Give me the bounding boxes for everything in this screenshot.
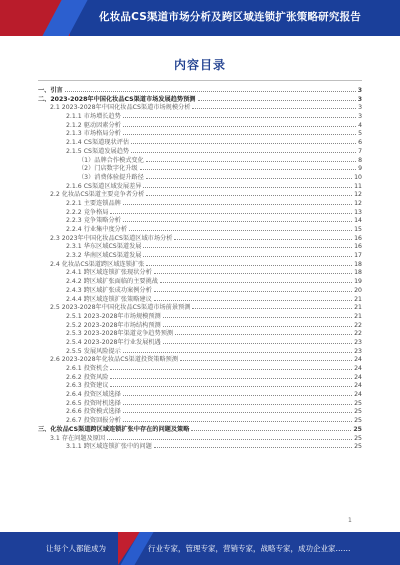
- toc-leader-dots: [123, 129, 356, 135]
- toc-leader-dots: [192, 103, 356, 109]
- toc-entry-page: 9: [358, 165, 362, 173]
- toc-leader-dots: [110, 364, 352, 370]
- toc-leader-dots: [146, 190, 352, 196]
- toc-entry-label: 三、化妆品CS渠道跨区域连锁扩张中存在的问题及策略: [38, 425, 190, 433]
- toc-leader-dots: [143, 251, 352, 257]
- toc-entry-label: 2.5.4 2023-2028年行业发展机遇: [66, 338, 161, 346]
- toc-leader-dots: [154, 442, 352, 448]
- toc-entry[interactable]: [38, 364, 362, 373]
- toc-entry[interactable]: [38, 121, 362, 130]
- toc-leader-dots: [123, 347, 352, 353]
- toc-leader-dots: [110, 208, 352, 214]
- toc-entry[interactable]: [38, 277, 362, 286]
- toc-entry[interactable]: [38, 399, 362, 408]
- toc-entry-label: 2.5.2 2023-2028年市场结构预测: [66, 321, 161, 329]
- toc-entry-label: 2.6.3 投资建议: [66, 382, 109, 390]
- report-header: [0, 0, 400, 36]
- toc-entry[interactable]: [38, 225, 362, 234]
- toc-entry[interactable]: [38, 95, 362, 104]
- toc-entry-page: 21: [354, 312, 362, 320]
- toc-entry[interactable]: [38, 103, 362, 112]
- toc-entry-page: 24: [354, 365, 362, 372]
- toc-entry[interactable]: [38, 234, 362, 243]
- toc-leader-dots: [160, 277, 352, 283]
- toc-entry-page: 11: [354, 182, 362, 190]
- toc-entry-page: 24: [354, 373, 362, 381]
- toc-leader-dots: [192, 303, 352, 309]
- toc-entry-page: 22: [354, 330, 362, 338]
- toc-entry[interactable]: [38, 416, 362, 425]
- report-title: 化妆品CS渠道市场分析及跨区域连锁扩张策略研究报告: [99, 11, 361, 23]
- toc-leader-dots: [123, 216, 352, 222]
- toc-leader-dots: [123, 112, 356, 118]
- toc-entry[interactable]: [38, 251, 362, 260]
- toc-entry-page: 25: [354, 417, 362, 425]
- toc-entry-page: 7: [358, 147, 362, 155]
- toc-entry-label: 3.1 存在问题及原因: [50, 434, 106, 442]
- toc-entry-label: 2.6.4 投资区域选择: [66, 391, 121, 399]
- toc-entry-page: 14: [354, 217, 362, 225]
- toc-leader-dots: [180, 355, 352, 361]
- toc-entry[interactable]: [38, 347, 362, 356]
- toc-entry-page: 23: [354, 338, 362, 346]
- toc-entry-page: 15: [354, 226, 362, 233]
- toc-entry-label: （2）门店数字化升级: [78, 165, 138, 173]
- toc-entry[interactable]: [38, 373, 362, 382]
- toc-leader-dots: [146, 156, 356, 162]
- toc-entry[interactable]: [38, 321, 362, 330]
- toc-leader-dots: [154, 268, 352, 274]
- toc-entry-page: 13: [354, 208, 362, 216]
- toc-entry-label: 2.1.6 CS渠道区域发展差异: [66, 182, 142, 190]
- toc-entry[interactable]: [38, 381, 362, 390]
- toc-entry-label: 2.4 化妆品CS渠道跨区域连锁扩张: [50, 260, 145, 268]
- toc-entry-label: 2.2.2 竞争格局: [66, 208, 109, 216]
- toc-leader-dots: [198, 95, 356, 101]
- toc-entry[interactable]: [38, 442, 362, 451]
- toc-entry-label: 2.4.1 跨区域连锁扩张现状分析: [66, 269, 152, 277]
- toc-entry-page: 24: [354, 382, 362, 390]
- toc-entry-page: 17: [354, 252, 362, 260]
- toc-entry-page: 19: [354, 278, 362, 286]
- toc-leader-dots: [110, 381, 352, 387]
- toc-entry-label: 2.3 2023年中国化妆品CS渠道区域市场分析: [50, 234, 173, 242]
- toc-entry-label: 2.2.3 竞争策略分析: [66, 217, 121, 225]
- toc-entry-page: 25: [354, 399, 362, 407]
- toc-entry-label: 一、引言: [38, 87, 63, 94]
- footer-slogan: 让每个人都能成为: [46, 544, 106, 553]
- toc-leader-dots: [163, 321, 352, 327]
- toc-entry-page: 25: [354, 408, 362, 416]
- toc-leader-dots: [146, 173, 352, 179]
- toc-entry-label: 2.4.2 跨区域扩张面临的主要挑战: [66, 278, 158, 286]
- toc-leader-dots: [123, 399, 352, 405]
- toc-leader-dots: [110, 373, 352, 379]
- toc-entry-page: 8: [358, 156, 362, 164]
- toc-entry-label: 2.4.3 跨区域扩张成功案例分析: [66, 286, 152, 294]
- toc-entry-label: 2.2.1 主要连锁品牌: [66, 199, 121, 207]
- toc-entry[interactable]: [38, 303, 362, 312]
- toc-entry[interactable]: [38, 260, 362, 269]
- toc-entry-page: 16: [354, 243, 362, 251]
- toc-entry[interactable]: [38, 173, 362, 182]
- toc-entry-label: 2.6.2 投资风险: [66, 373, 109, 381]
- toc-entry-page: 21: [354, 295, 362, 303]
- table-of-contents: [38, 86, 362, 451]
- toc-entry-label: 2.1.1 市场增长趋势: [66, 113, 121, 121]
- page-number: 1: [348, 517, 352, 524]
- toc-leader-dots: [175, 329, 352, 335]
- toc-entry-page: 12: [354, 199, 362, 207]
- toc-leader-dots: [163, 312, 352, 318]
- toc-entry-page: 16: [354, 234, 362, 242]
- toc-entry-label: 3.1.1 跨区域连锁扩张中的问题: [66, 443, 152, 451]
- toc-entry-page: 22: [354, 321, 362, 329]
- toc-entry[interactable]: [38, 86, 362, 95]
- toc-entry[interactable]: [38, 242, 362, 251]
- toc-entry-page: 3: [358, 104, 362, 112]
- toc-entry[interactable]: [38, 425, 362, 434]
- toc-entry-label: 2.6 2023-2028年化妆品CS渠道投资策略预测: [50, 356, 179, 364]
- toc-entry-label: 2.1 2023-2028年中国化妆品CS渠道市场规模分析: [50, 104, 191, 112]
- toc-entry-page: 20: [354, 286, 362, 294]
- toc-entry-label: （3）消费体验提升路径: [78, 173, 144, 181]
- toc-entry[interactable]: [38, 138, 362, 147]
- report-footer: [0, 532, 400, 565]
- toc-leader-dots: [143, 242, 352, 248]
- toc-entry-label: 2.4.4 跨区域连锁扩张策略建议: [66, 295, 152, 303]
- toc-divider: [38, 80, 362, 81]
- toc-entry-page: 18: [354, 269, 362, 277]
- toc-leader-dots: [123, 416, 352, 422]
- toc-entry-label: 2.2.4 行业集中度分析: [66, 226, 128, 233]
- toc-entry[interactable]: [38, 199, 362, 208]
- toc-leader-dots: [174, 234, 352, 240]
- toc-entry-page: 3: [357, 87, 362, 94]
- toc-leader-dots: [131, 147, 356, 153]
- toc-entry[interactable]: [38, 390, 362, 399]
- toc-entry-label: 2.5.5 发展风险提示: [66, 347, 121, 355]
- toc-leader-dots: [140, 164, 356, 170]
- toc-entry-label: 2.6.1 投资机会: [66, 365, 109, 372]
- toc-entry-page: 25: [354, 443, 362, 451]
- toc-entry-label: 2.1.2 驱动因素分析: [66, 121, 121, 129]
- toc-entry[interactable]: [38, 329, 362, 338]
- toc-entry-page: 25: [353, 425, 362, 433]
- toc-entry-page: 18: [354, 260, 362, 268]
- toc-entry-page: 6: [358, 139, 362, 147]
- toc-entry-label: 2.6.5 投资时机选择: [66, 399, 121, 407]
- toc-entry-page: 23: [354, 347, 362, 355]
- toc-entry[interactable]: [38, 312, 362, 321]
- toc-leader-dots: [191, 425, 351, 431]
- toc-entry-label: 2.1.5 CS渠道发展趋势: [66, 147, 130, 155]
- toc-leader-dots: [154, 286, 352, 292]
- toc-entry-label: 2.1.3 市场格局分析: [66, 130, 121, 138]
- toc-entry-label: 2.6.6 投资模式选择: [66, 408, 121, 416]
- toc-entry-label: 2.5 2023-2028年中国化妆品CS渠道市场前景预测: [50, 304, 191, 312]
- toc-leader-dots: [143, 182, 352, 188]
- toc-entry-label: 2.3.2 华南区域CS渠道发展: [66, 252, 142, 260]
- toc-entry-label: 2.5.3 2023-2028年渠道竞争趋势预测: [66, 330, 174, 338]
- toc-leader-dots: [65, 86, 356, 92]
- toc-entry-label: 2.6.7 投资回报分析: [66, 417, 121, 425]
- toc-entry[interactable]: [38, 338, 362, 347]
- toc-entry[interactable]: [38, 208, 362, 217]
- toc-leader-dots: [163, 338, 352, 344]
- toc-entry-page: 4: [358, 121, 362, 129]
- toc-leader-dots: [123, 390, 352, 396]
- toc-entry-label: 2.3.1 华东区域CS渠道发展: [66, 243, 142, 251]
- toc-entry-label: 二、2023-2028年中国化妆品CS渠道市场发展趋势预测: [38, 95, 196, 103]
- toc-entry[interactable]: [38, 129, 362, 138]
- toc-entry[interactable]: [38, 216, 362, 225]
- toc-heading: 内容目录: [173, 58, 226, 72]
- toc-entry[interactable]: [38, 112, 362, 121]
- toc-entry-label: 2.2 化妆品CS渠道主要竞争者分析: [50, 191, 145, 199]
- toc-entry[interactable]: [38, 182, 362, 191]
- toc-entry[interactable]: [38, 286, 362, 295]
- toc-leader-dots: [129, 225, 352, 231]
- footer-tagline: 行业专家，管理专家，营销专家，战略专家，成功企业家……: [148, 544, 351, 553]
- toc-entry-label: 2.5.1 2023-2028年市场规模预测: [66, 312, 161, 320]
- toc-entry-page: 12: [354, 191, 362, 199]
- toc-leader-dots: [123, 121, 356, 127]
- toc-entry[interactable]: [38, 434, 362, 443]
- toc-entry-label: （1）品牌合作模式变化: [78, 156, 144, 164]
- toc-entry[interactable]: [38, 268, 362, 277]
- toc-leader-dots: [123, 199, 352, 205]
- toc-entry-page: 5: [358, 130, 362, 138]
- toc-entry[interactable]: [38, 190, 362, 199]
- toc-entry-page: 3: [358, 113, 362, 121]
- toc-leader-dots: [146, 260, 352, 266]
- toc-leader-dots: [123, 407, 352, 413]
- toc-entry[interactable]: [38, 407, 362, 416]
- toc-entry-page: 24: [354, 356, 362, 364]
- toc-entry[interactable]: [38, 156, 362, 165]
- toc-entry-page: 25: [354, 434, 362, 442]
- toc-entry-page: 24: [354, 391, 362, 399]
- toc-leader-dots: [154, 295, 352, 301]
- toc-leader-dots: [107, 434, 352, 440]
- toc-entry[interactable]: [38, 147, 362, 156]
- toc-entry[interactable]: [38, 164, 362, 173]
- toc-leader-dots: [131, 138, 356, 144]
- toc-entry[interactable]: [38, 355, 362, 364]
- toc-entry[interactable]: [38, 295, 362, 304]
- toc-entry-page: 3: [357, 95, 362, 103]
- toc-entry-label: 2.1.4 CS渠道现状评估: [66, 139, 130, 147]
- toc-entry-page: 21: [354, 304, 362, 312]
- toc-entry-page: 10: [354, 173, 362, 181]
